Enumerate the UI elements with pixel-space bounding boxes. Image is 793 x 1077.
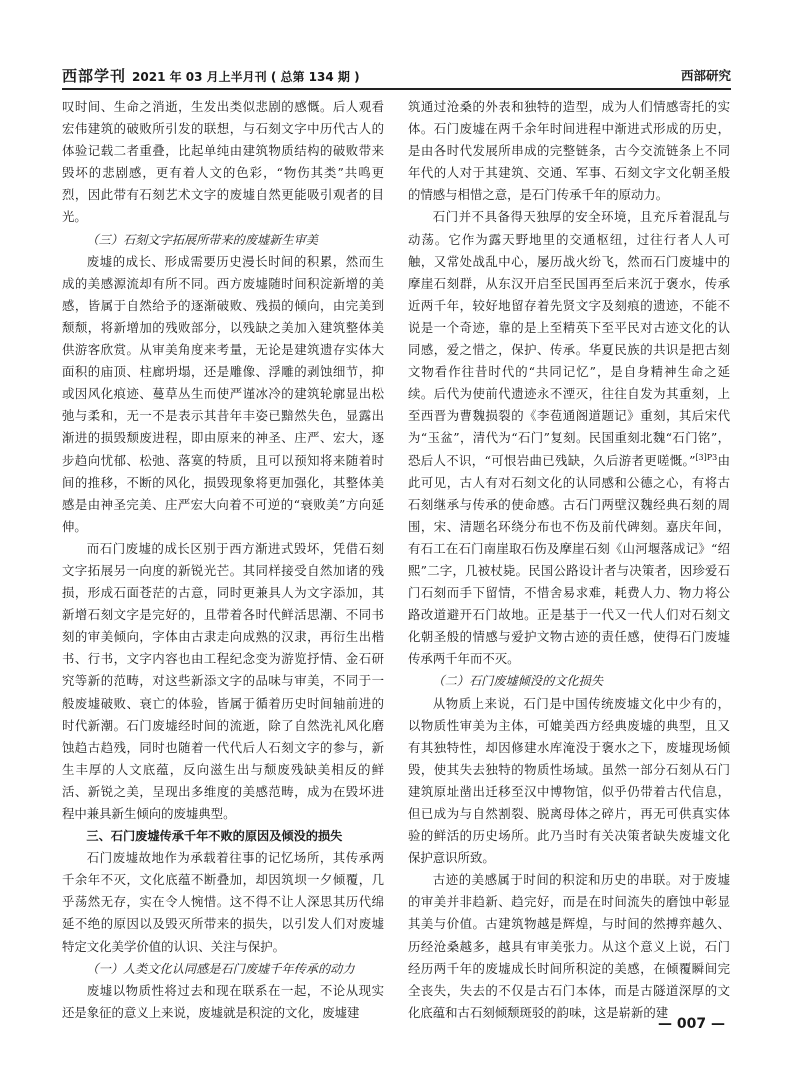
paragraph-text: 石门并不具备得天独厚的安全环境，且充斥着混乱与动荡。它作为露天野地里的交通枢纽，过往行者人人可触，又常处战乱中心，屡历战火纷飞，然而石门废墟中的摩崖石刻群，从东汉开启至民国再至后来沉于褒水，传承近两千年，较好地留存着先贤文字及刻痕的遗迹，不能不说是一个奇迹，靠的是上至精英下至平民对古迹文化的认同感，爱之惜之，保护、传承。华夏民族的共识是把古刻文物看作往昔时代的“共同记忆”，是自身精神生命之延续。后代为使前代遗迹永不湮灭，往往自发为其重刻，上至西晋为曹魏损裂的《李苞通阁道题记》重刻，其后宋代为“玉盆”，清代为“石门”复刻。民国重刻北魏“石门铭”，恐后人不识，“可恨岩曲已残缺，久后游者更嗟慨。” [408, 209, 730, 468]
journal-logo: 西部学刊 [62, 66, 127, 85]
journal-info [62, 65, 360, 86]
right-column [408, 96, 730, 1024]
left-column [62, 96, 384, 1024]
subsection-heading: （三）石刻文字拓展所带来的废墟新生审美 [86, 232, 318, 247]
paragraph-text: 由此可见，古人有对石刻文化的认同感和公德之心，有将古石刻继承与传承的使命感。古石门两壁汉魏经典石刻的周围，宋、清题名环绕分布也不伤及前代碑刻。嘉庆年间，有石工在石门南崖取石伤及摩崖石刻《山河堰落成记》“绍熙”二字，几被杖毙。民国公路设计者与决策者，因珍爱石门石刻而手下留情，不惜舍易求难，耗费人力、物力将公路改道避开石门故地。正是基于一代又一代人们对石刻文化朝圣般的情感与爱护文物古迹的责任感，使得石门废墟传承两千年而不灭。 [408, 452, 731, 667]
paragraph: 废墟以物质性将过去和现在联系在一起，不论从现实还是象征的意义上来说，废墟就是积淀的文化，废墟建 [62, 982, 384, 1020]
page-number: — 007 — [658, 1016, 725, 1032]
citation-marker: [3]P3 [695, 452, 718, 462]
paragraph: 从物质上来说，石门是中国传统废墟文化中少有的，以物质性审美为主体，可媲美西方经典废墟的典型，且又有其独特性，却因修建水库淹没于褒水之下，废墟现场倾毁，使其失去独特的物质性场域。虽然一部分石刻从石门建筑原址凿出迁移至汉中博物馆，似乎仍带着古代信息，但已成为与自然割裂、脱离母体之碎片，再无可供真实体验的鲜活的历史场所。此乃当时有关决策者缺失废墟文化保护意识所致。 [408, 695, 730, 866]
section-heading: 三、石门废墟传承千年不败的原因及倾没的损失 [86, 829, 343, 844]
issue-label: 2021 年 03 月上半月刊 ( 总第 134 期 ) [132, 69, 360, 84]
subsection-heading: （一）人类文化认同感是石门废墟千年传承的动力 [86, 961, 355, 976]
running-header [62, 62, 731, 90]
paragraph: 石门废墟故地作为承载着往事的记忆场所，其传承两千余年不灭，文化底蕴不断叠加，却因筑坝一夕倾覆，几乎荡然无存，实在令人惋惜。这不得不让人深思其历代绵延不绝的原因以及毁灭所带来的损失，以引发人们对废墟特定文化美学价值的认识、关注与保护。 [62, 850, 384, 954]
paragraph: 叹时间、生命之消逝，生发出类似悲剧的感慨。后人观看宏伟建筑的破败所引发的联想，与石刻文字中历代古人的体验记载二者重叠，比起单纯由建筑物质结构的破败带来毁坏的悲剧感，更有着人文的色彩，“物伤其类”共鸣更烈，因此带有石刻艺术文字的废墟自然更能吸引观者的目光。 [62, 99, 384, 225]
paragraph [408, 206, 730, 670]
section-label: 西部研究 [680, 68, 731, 83]
subsection-heading: （二）石门废墟倾没的文化损失 [432, 674, 604, 689]
paragraph: 废墟的成长、形成需要历史漫长时间的积累，然而生成的美感源流却有所不同。西方废墟随时间积淀新增的美感，皆属于自然给予的逐渐破败、残损的倾向，由完美到颓颓，将新增加的残败部分，以残缺之美加入建筑整体美供游客欣赏。从审美角度来考量，无论是建筑遗存实体大面积的庙顶、柱廊坍塌，还是雕像、浮雕的剥蚀细节，抑或因风化痕迹、蔓草丛生而使严谨冰冷的建筑轮廓显出松弛与柔和，无一不是表示其昔年丰姿已黯然失色，显露出渐进的损毁颓废进程，即由原来的神圣、庄严、宏大，逐步趋向忧郁、松弛、落寞的特质，且可以预知将来随着时间的推移，不断的风化，损毁现象将更加强化，其整体美感是由神圣完美、庄严宏大向着不可逆的“衰败美”方向延伸。 [62, 253, 384, 534]
paragraph: 古迹的美感属于时间的积淀和历史的串联。对于废墟的审美并非趋新、趋完好，而是在时间流失的磨蚀中彰显其美与价值。古建筑物越是辉煌，与时间的然搏弈越久、历经沧桑越多，越具有审美张力。从这个意义上说，石门经历两千年的废墟成长时间所积淀的美感，在倾覆瞬间完全丧失，失去的不仅是古石门本体，而是古隧道深厚的文化底蕴和古石刻倾颓斑驳的韵味，这是崭新的建 [408, 872, 730, 1020]
paragraph: 筑通过沧桑的外表和独特的造型，成为人们情感寄托的实体。石门废墟在两千余年时间进程中渐进式形成的历史，是由各时代发展所串成的完整链条，古今交流链条上不同年代的人对于其建筑、交通、军事、石刻文字文化朝圣般的情感与相惜之意，是石门传承千年的原动力。 [408, 99, 730, 203]
paragraph: 而石门废墟的成长区别于西方渐进式毁坏，凭借石刻文字拓展另一向度的新锐光芒。其同样接受自然加诸的残损，形成石面苍茫的古意，同时更兼具人为文字添加，其新增石刻文字是完好的，且带着各时代鲜活思潮、不同书刻的审美倾向，字体由古隶走向成熟的汉隶，再衍生出楷书、行书，文字内容也由工程纪念变为游览抒情、金石研究等新的范畴，对这些新添文字的品味与审美，不同于一般废墟破败、衰亡的体验，皆属于循着历史时间轴前进的时代新潮。石门废墟经时间的流逝，除了自然洗礼风化磨蚀趋古趋残，同时也随着一代代后人石刻文字的参与，新生丰厚的人文底蕴，反向滋生出与颓废残缺美相反的鲜活、新锐之美，呈现出多维度的美感范畴，成为在毁坏进程中兼具新生倾向的废墟典型。 [62, 540, 384, 821]
